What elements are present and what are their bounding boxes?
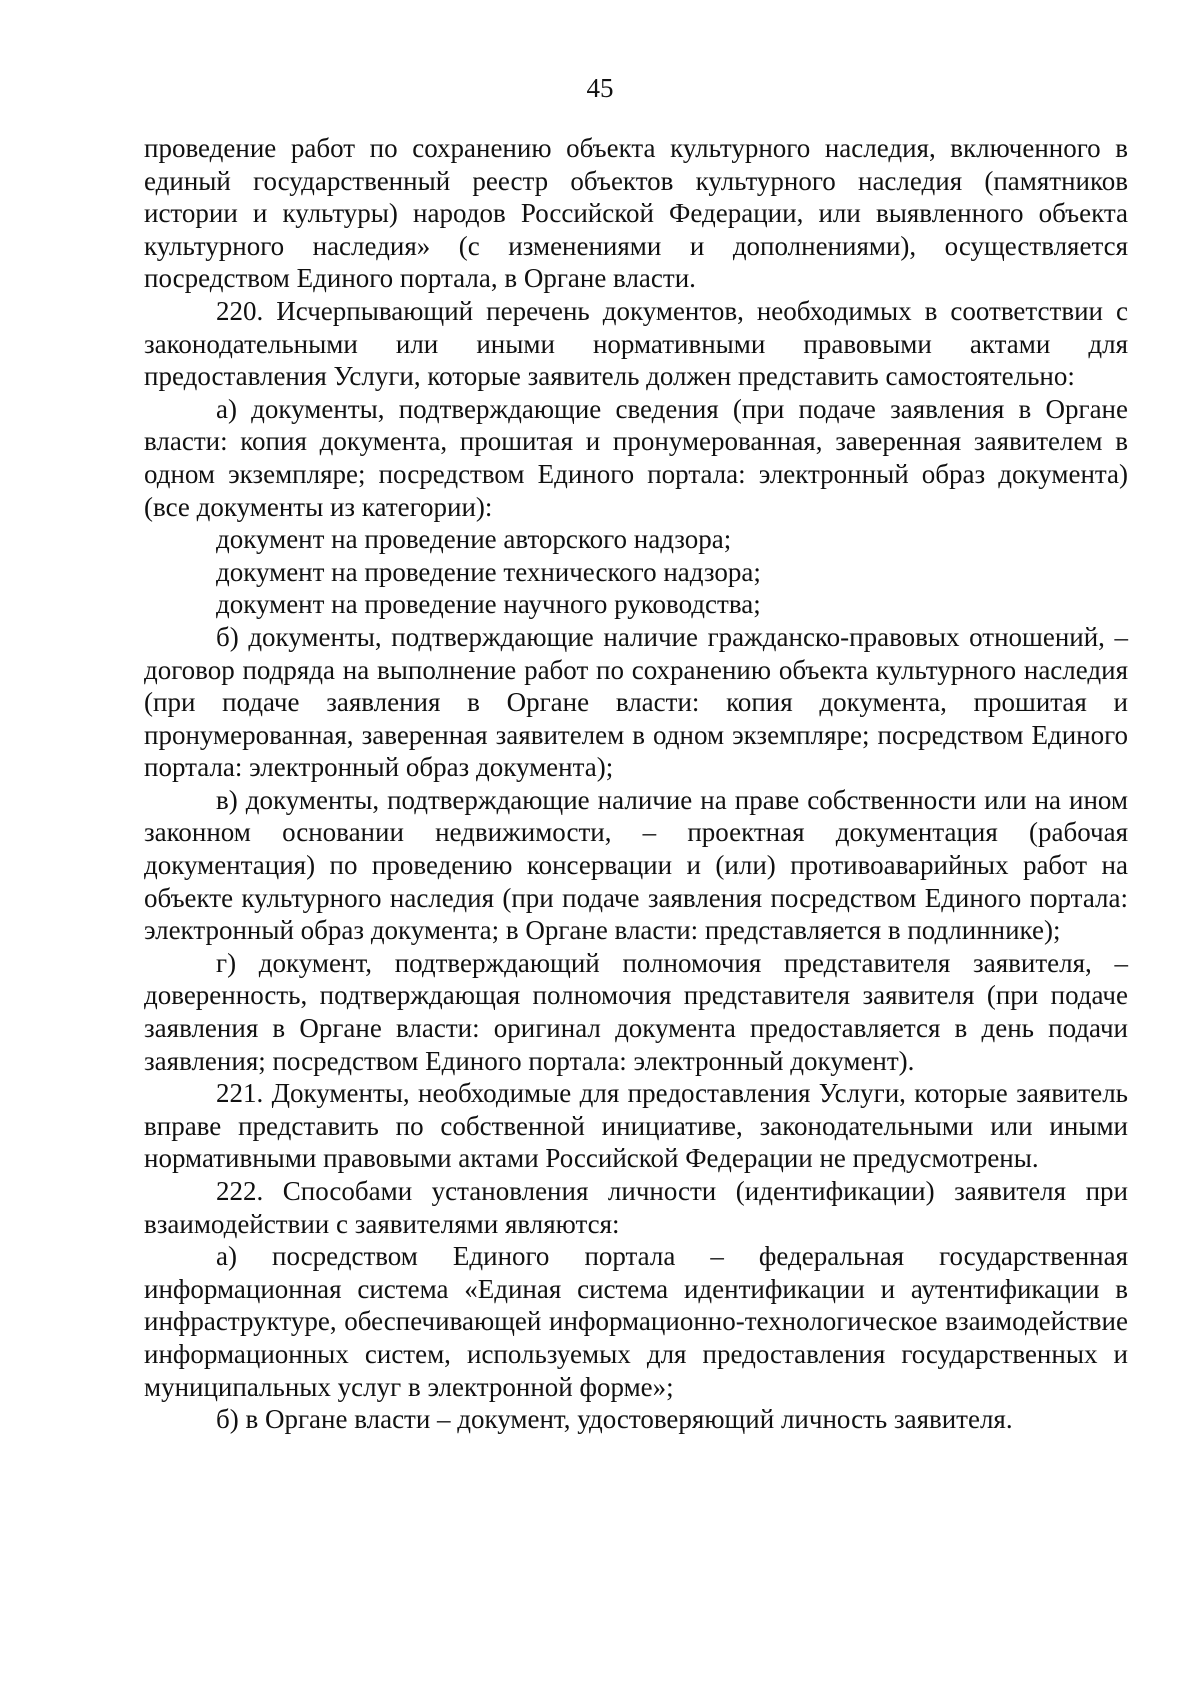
paragraph-221: 221. Документы, необходимые для предоставления Услуги, которые заявитель вправе представить по собственной инициативе, законодательными или иными нормативными правовыми актами Российской Федерации не предусмотрены.	[144, 1078, 1128, 1174]
paragraph-220-g: г) документ, подтверждающий полномочия представителя заявителя, – доверенность, подтверждающая полномочия представителя заявителя (при подаче заявления в Органе власти: оригинал документа предоставляется в день подачи заявления; посредством Единого портала: электронный документ).	[144, 947, 1128, 1076]
paragraph-220-v: в) документы, подтверждающие наличие на праве собственности или на ином законном основании недвижимости, – проектная документация (рабочая документация) по проведению консервации и (или) противоаварийных работ на объекте культурного наследия (при подаче заявления посредством Единого портала: электронный образ документа; в Органе власти: представляется в подлиннике);	[144, 784, 1128, 946]
paragraph-220-b: б) документы, подтверждающие наличие гражданско-правовых отношений, – договор подряда на выполнение работ по сохранению объекта культурного наследия (при подаче заявления в Органе власти: копия документа, прошитая и пронумерованная, заверенная заявителем в одном экземпляре; посредством Единого портала: электронный образ документа);	[144, 621, 1128, 783]
paragraph-222-b: б) в Органе власти – документ, удостоверяющий личность заявителя.	[216, 1404, 1013, 1435]
paragraph-222: 222. Способами установления личности (идентификации) заявителя при взаимодействии с заявителями являются:	[144, 1176, 1128, 1239]
paragraph-222-a: а) посредством Единого портала – федеральная государственная информационная система «Единая система идентификации и аутентификации в инфраструктуре, обеспечивающей информационно-технологическое взаимодействие информационных систем, используемых для предоставления государственных и муниципальных услуг в электронной форме»;	[144, 1241, 1128, 1402]
list-item-author-supervision: документ на проведение авторского надзора;	[216, 524, 732, 555]
paragraph-continuation: проведение работ по сохранению объекта культурного наследия, включенного в единый государственный реестр объектов культурного наследия (памятников истории и культуры) народов Российской Федерации, или выявленного объекта культурного наследия» (с изменениями и дополнениями), осуществляется посредством Единого портала, в Органе власти.	[144, 133, 1128, 294]
paragraph-220: 220. Исчерпывающий перечень документов, необходимых в соответствии с законодательными или иными нормативными правовыми актами для предоставления Услуги, которые заявитель должен представить самостоятельно:	[144, 295, 1128, 392]
page-number: 45	[586, 73, 614, 103]
list-item-scientific-guidance: документ на проведение научного руководства;	[216, 589, 761, 620]
document-body	[144, 132, 1128, 1436]
list-item-technical-supervision: документ на проведение технического надзора;	[216, 556, 761, 587]
paragraph-220-a: а) документы, подтверждающие сведения (при подаче заявления в Органе власти: копия документа, прошитая и пронумерованная, заверенная заявителем в одном экземпляре; посредством Единого портала: электронный образ документа) (все документы из категории):	[144, 393, 1128, 522]
